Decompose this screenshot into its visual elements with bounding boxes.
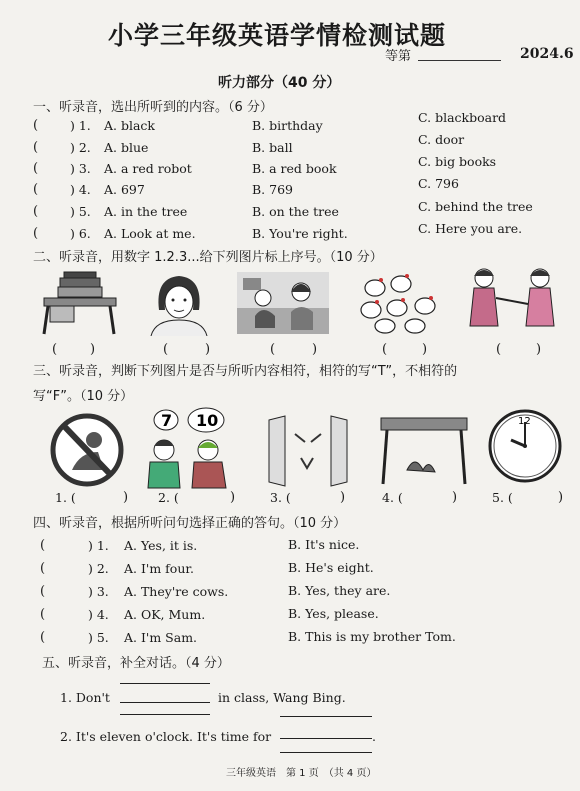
speech-number-7: 7 <box>161 411 173 430</box>
p4-q4-option-b: B. Yes, please. <box>288 606 379 621</box>
part1-heading: 一、听录音，选出所听到的内容。（6 分） <box>33 100 273 115</box>
dialog2-guide-bottom <box>280 752 372 753</box>
p1-q5-option-a: A. in the tree <box>104 204 188 219</box>
p1-q6-option-b: B. You're right. <box>252 226 348 241</box>
p2-slot3-open[interactable]: ( <box>270 342 276 357</box>
p2-slot5-open[interactable]: ( <box>496 342 502 357</box>
p1-answer-open-3[interactable]: ( <box>33 161 39 176</box>
part3-heading-line1: 三、听录音，判断下列图片是否与所听内容相符，相符的写“T”，不相符的 <box>33 364 458 379</box>
p3-label2[interactable]: 2. ( <box>158 490 179 505</box>
door-image <box>265 412 351 488</box>
p4-q2-number: ) 2. <box>88 561 109 576</box>
p1-q6-option-a: A. Look at me. <box>104 226 196 241</box>
p1-q3-option-c: C. big books <box>418 154 497 169</box>
p4-q4-number: ) 4. <box>88 607 109 622</box>
p4-q3-option-a: A. They're cows. <box>124 584 229 599</box>
p4-q4-option-a: A. OK, Mum. <box>124 607 206 622</box>
listening-subtitle: 听力部分（40 分） <box>218 75 341 91</box>
p2-slot3-close: ) <box>312 342 318 357</box>
page-footer: 三年级英语 第 1 页 （共 4 页） <box>226 768 377 779</box>
p3-label3-close: ) <box>340 490 346 505</box>
desk-books-image <box>38 270 122 336</box>
p4-q1-number: ) 1. <box>88 538 109 553</box>
part2-heading: 二、听录音，用数字 1.2.3...给下列图片标上序号。（10 分） <box>33 250 383 265</box>
dialog1-guide-top <box>120 683 210 684</box>
p2-slot1-open[interactable]: ( <box>52 342 58 357</box>
p4-q5-option-a: A. I'm Sam. <box>124 630 198 645</box>
p1-answer-open-4[interactable]: ( <box>33 182 39 197</box>
part3-heading-line2: 写“F”。（10 分） <box>33 389 134 404</box>
p1-q5-number: ) 5. <box>70 204 91 219</box>
p1-q3-option-b: B. a red book <box>252 161 337 176</box>
p1-q1-option-b: B. birthday <box>252 118 323 133</box>
no-smoking-sign-image <box>42 412 132 488</box>
p3-label4[interactable]: 4. ( <box>382 490 403 505</box>
p1-q1-option-a: A. black <box>104 118 156 133</box>
p2-slot4-close: ) <box>422 342 428 357</box>
p1-q4-option-c: C. 796 <box>418 176 459 191</box>
p1-q2-number: ) 2. <box>70 140 91 155</box>
p1-q5-option-b: B. on the tree <box>252 204 339 219</box>
p4-q3-option-b: B. Yes, they are. <box>288 583 391 598</box>
p4-answer-open-4[interactable]: ( <box>40 607 46 622</box>
p1-q1-option-c: C. blackboard <box>418 110 507 125</box>
p3-label5[interactable]: 5. ( <box>492 490 513 505</box>
dialog2-answer-blank[interactable] <box>280 738 372 739</box>
p1-q2-option-c: C. door <box>418 132 465 147</box>
p2-slot5-close: ) <box>536 342 542 357</box>
p3-label4-close: ) <box>452 490 458 505</box>
kids-counting-image <box>142 406 238 490</box>
p1-q3-option-a: A. a red robot <box>104 161 192 176</box>
p3-label1[interactable]: 1. ( <box>55 490 76 505</box>
p3-label2-close: ) <box>230 490 236 505</box>
p4-q2-option-b: B. He's eight. <box>288 560 374 575</box>
p1-q4-option-b: B. 769 <box>252 182 293 197</box>
p1-answer-open-2[interactable]: ( <box>33 140 39 155</box>
p1-q4-number: ) 4. <box>70 182 91 197</box>
part5-heading: 五、听录音，补全对话。（4 分） <box>42 656 230 671</box>
p4-q1-option-a: A. Yes, it is. <box>124 538 198 553</box>
p4-q3-number: ) 3. <box>88 584 109 599</box>
p1-q2-option-b: B. ball <box>252 140 293 155</box>
girl-image <box>145 270 213 336</box>
p1-q4-option-a: A. 697 <box>104 182 145 197</box>
p2-slot1-close: ) <box>90 342 96 357</box>
p2-slot2-close: ) <box>205 342 211 357</box>
clock-twelve: 12 <box>518 416 531 427</box>
dialog2-guide-top <box>280 716 372 717</box>
p4-q2-option-a: A. I'm four. <box>124 561 194 576</box>
part4-heading: 四、听录音，根据所听问句选择正确的答句。（10 分） <box>33 516 347 531</box>
two-girls-image <box>462 264 562 336</box>
exam-date: 2024.6 <box>520 46 574 62</box>
p1-q6-option-c: C. Here you are. <box>418 221 523 236</box>
dialog1-answer-blank[interactable] <box>120 702 210 703</box>
p1-q2-option-a: A. blue <box>104 140 149 155</box>
p4-answer-open-1[interactable]: ( <box>40 538 46 553</box>
speech-number-10: 10 <box>196 411 219 430</box>
p1-q1-number: ) 1. <box>70 118 91 133</box>
dialog2-start: 2. It's eleven o'clock. It's time for <box>60 729 272 744</box>
p1-q3-number: ) 3. <box>70 161 91 176</box>
p4-q1-option-b: B. It's nice. <box>288 537 360 552</box>
dialog2-period: . <box>372 729 376 744</box>
chickens-image <box>355 268 445 336</box>
children-image <box>235 268 331 336</box>
p1-q5-option-c: C. behind the tree <box>418 199 533 214</box>
p1-answer-open-1[interactable]: ( <box>33 118 39 133</box>
p3-label3[interactable]: 3. ( <box>270 490 291 505</box>
dialog1-start: 1. Don't <box>60 690 110 705</box>
dialog1-end: in class, Wang Bing. <box>218 690 346 705</box>
p3-label1-close: ) <box>123 490 129 505</box>
p4-q5-number: ) 5. <box>88 630 109 645</box>
p1-q6-number: ) 6. <box>70 226 91 241</box>
p1-answer-open-5[interactable]: ( <box>33 204 39 219</box>
p4-answer-open-5[interactable]: ( <box>40 630 46 645</box>
grade-blank[interactable] <box>418 60 501 61</box>
p4-answer-open-3[interactable]: ( <box>40 584 46 599</box>
clock-image <box>487 408 563 484</box>
p1-answer-open-6[interactable]: ( <box>33 226 39 241</box>
grade-label: 等第 <box>385 49 412 64</box>
p3-label5-close: ) <box>558 490 564 505</box>
p4-q5-option-b: B. This is my brother Tom. <box>288 629 456 644</box>
dialog1-guide-bottom <box>120 714 210 715</box>
exam-title: 小学三年级英语学情检测试题 <box>108 21 447 50</box>
p2-slot4-open[interactable]: ( <box>382 342 388 357</box>
desk-image <box>377 412 471 488</box>
p4-answer-open-2[interactable]: ( <box>40 561 46 576</box>
p2-slot2-open[interactable]: ( <box>163 342 169 357</box>
